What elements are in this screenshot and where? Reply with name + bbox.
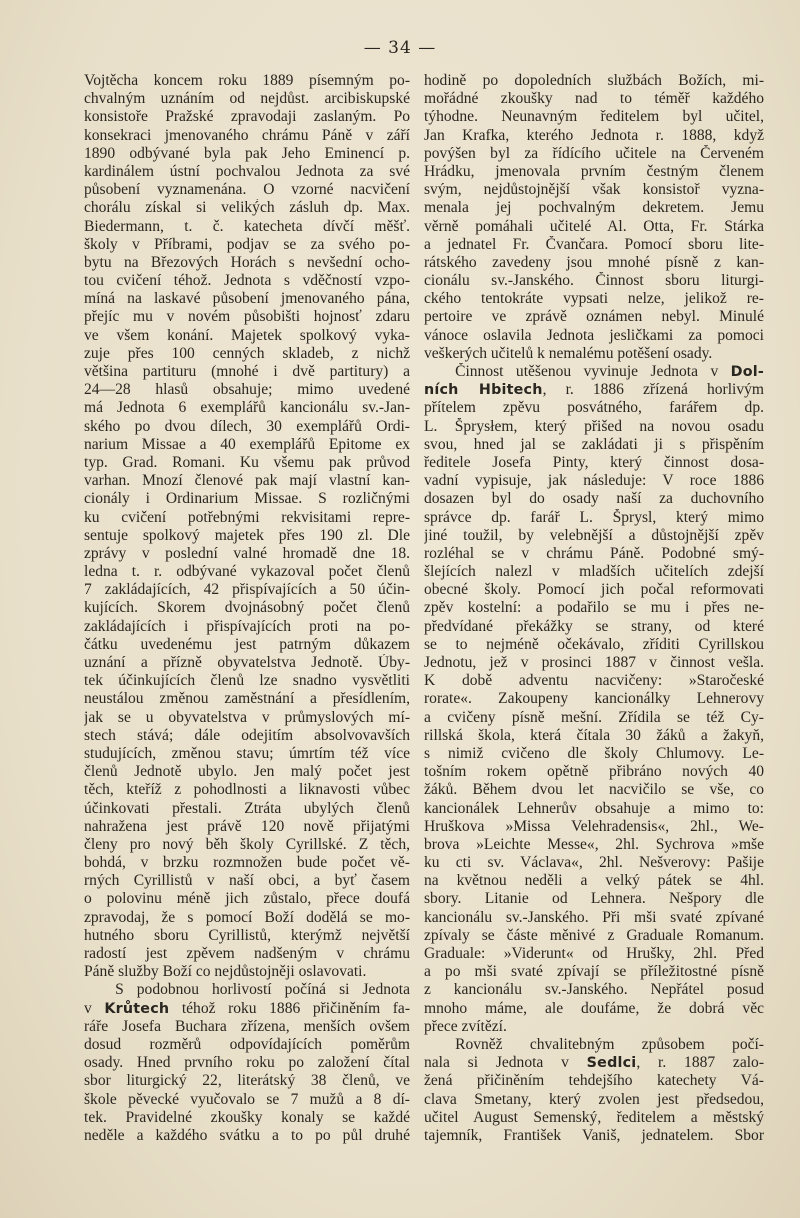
text-line: neustálou změnou zaměstnání a přesídlením, [84,690,410,708]
text-line: zuje přes 100 cenných skladeb, z nichž [84,344,410,362]
text-line: dosazen byl do osady naší za duchovního [424,490,764,508]
text-line: většina partituru (mnohé i dvě partitury) a [84,363,410,380]
text-line: zakládajících i přispívajících proti na po- [84,617,410,635]
text-line: S podobnou horlivostí počíná si Jednota [115,981,410,999]
text-line: 1890 odbývané byla pak Jeho Eminencí p. [84,144,410,162]
text-line: konsekraci jmenovaného chrámu Páně v září [84,126,410,144]
text-line: clava Smetany, který zvolen jest předsedou, [424,1090,764,1108]
text-line: kardinálem ústní pochvalou Jednota za své [84,162,410,180]
text-line: zpěv kostelní: a podařilo se mu i přes ne- [424,599,764,617]
text-line: ředitele Josefa Pinty, který činnost dosa- [424,453,764,471]
text-line: radostí jest zpěvem nadšeným v chrámu [84,945,410,962]
text-line: cionálu sv.-Janského. Činnost sboru liturgi- [424,272,764,290]
left-column [84,72,410,1145]
text-line: správce dp. farář L. Šprysl, který mimo [424,508,764,526]
text-line: pertoire ve zprávě oznámen nebyl. Minulé [424,308,764,326]
text-line: a jednatel Fr. Čvančara. Pomocí sboru lite- [424,235,764,253]
text-line: studujících, změnou stavu; úmrtím též více [84,744,410,762]
text-line: žená přičiněním tehdejšího katechety Vá- [424,1072,764,1090]
text-line: s nimiž cvičeno dle školy Chlumovy. Le- [424,744,764,762]
text-line: ku cti sv. Václava«, 2hl. Nešverovy: Pašije [424,854,764,872]
text-line: rozléhal se v chrámu Páně. Podobné smý- [424,544,764,562]
text-line: na květnou neděli a velký pátek se 4hl. [424,872,764,890]
text-line: šlejících nalezl v mladších učitelích zdejší [424,563,764,581]
text-line: uznání a přízně obyvatelstva Jednotě. Úby- [84,654,410,671]
text-line: Biedermann, t. č. katecheta dívčí měšť. [84,217,410,235]
text-line: rátského zavedeny jsou mnohé písně z kan- [424,253,764,271]
text-line: ku cvičení potřebnými rekvisitami repre- [84,508,410,526]
text-line: zpravodaj, že s pomocí Boží dodělá se mo- [84,908,410,926]
text-line: zpívaly se částe měnivé z Graduale Romanum. [424,926,764,944]
text-line: dosud rozměrů odpovídajících poměrům [84,1035,410,1053]
text-line: a cvičeny písně mešní. Zřídila se též Cy- [424,708,764,726]
text-line: kancionálu sv.-Janského. Při mši svaté zpívané [424,908,764,926]
text-line: týhodne. Neunavným ředitelem byl učitel, [424,108,764,126]
text-line: cionály i Ordinarium Missae. S rozličnými [84,490,410,508]
text-line: žáků. Během dvou let nacvičilo se vše, co [424,781,764,799]
text-line: menala jej pochvalným dekretem. Jemu [424,199,764,217]
text-line: Hrádku, jmenovala prvním čestným členem [424,162,764,180]
text-line: Hruškova »Missa Velehradensis«, 2hl., We- [424,817,764,835]
text-line: jak se u obyvatelstva v průmyslových mí- [84,708,410,726]
text-line: kancionálek Lehnerův obsahuje a mimo to: [424,799,764,817]
text-line: jiné toužil, by velebnější a důstojnější zpěv [424,526,764,544]
text-line: škole pěvecké vyučovalo se 7 mužů a 8 dí- [84,1090,410,1108]
text-line: přejíc mu v novém působišti hojnosť zdaru [84,308,410,326]
text-line: Činnost utěšenou vyvinuje Jednota v Dol- [455,363,764,380]
text-line: svou, hned jal se zakládati ji s přispěním [424,435,764,453]
text-line: nahražena jest právě 120 nově přijatými [84,817,410,835]
text-line: 7 zakládajících, 42 přispívajících a 50 účin- [84,581,410,599]
text-line: bytu na Březových Horách s nevšední ocho- [84,253,410,271]
text-line: brova »Leichte Messe«, 2hl. Sychrova »mše [424,835,764,853]
text-line: typ. Grad. Romani. Ku všemu pak průvod [84,453,410,471]
text-line: věrně pomáhali učitelé Al. Otta, Fr. Stárka [424,217,764,235]
text-line: těch, kteříž z pohodlnosti a liknavosti vůbec [84,781,410,799]
text-line: chvalným uznáním od nejdůst. arcibiskupské [84,90,410,108]
text-line: předvídané překážky se strany, od které [424,617,764,635]
text-line: nala si Jednota v Sedlci, r. 1887 zalo- [424,1054,764,1072]
text-line: Rovněž chvalitebným způsobem počí- [455,1035,764,1053]
text-line: bohdá, v brzku rozmnožen bude počet vě- [84,854,410,872]
text-line: sbor liturgický 22, literátský 38 členů, ve [84,1072,410,1090]
text-line: tek. Pravidelné zkoušky konaly se každé [84,1108,410,1126]
text-line: Graduale: »Viderunt« od Hrušky, 2hl. Před [424,945,764,962]
text-line: ského po dvou dílech, 30 exemplářů Ordi- [84,417,410,435]
text-line: má Jednota 6 exemplářů kancionálu sv.-Jan- [84,399,410,417]
text-line: rillská škola, která čítala 30 žáků a žakyň, [424,726,764,744]
text-line: chorálu získal si veliký́ch zásluh dp. Max. [84,199,410,217]
text-line: působení vyznamenána. O vzorné nacvičení [84,181,410,199]
text-line: míná na laskavé působení jmenovaného pána, [84,290,410,308]
text-line: ve všem konání. Majetek spolkový vyka- [84,326,410,344]
text-line: ledna t. r. odbývané vykazoval počet členů [84,563,410,581]
text-line: tou cvičení téhož. Jednota s vděčností vzpo- [84,272,410,290]
text-line: v Krůtech téhož roku 1886 přičiněním fa- [84,999,410,1017]
text-line: hodině po dopoledních službách Božích, mi- [424,72,764,89]
text-line: tek účinkujících členů lze snadno vysvětliti [84,672,410,690]
text-line: Páně služby Boží co nejdůstojněji oslavovati. [84,963,367,981]
text-line: účinkovati přestali. Ztráta ubylých členů [84,799,410,817]
text-line: stech stává; dále odejitím absolvovavších [84,726,410,744]
text-line: neděle a každého svátku a to po půl druhé [84,1126,410,1144]
text-line: L. Šprysłem, který přišed na novou osadu [424,417,764,435]
text-line: svým, nejdůstojnější však konsistoř vyzna- [424,181,764,199]
text-line: konsistoře Pražské zpravodaji zaslaným. Po [84,108,410,126]
text-line: sbory. Litanie od Lehnera. Nešpory dle [424,890,764,908]
text-line: hutného sboru Cyrillistů, kterýmž největší [84,926,410,944]
text-line: z kancionálu sv.-Janského. Nepřátel posud [424,981,764,999]
text-line: vadní vypisuje, jak následuje: V roce 1886 [424,472,764,490]
text-line: o polovinu méně jich zůstalo, přece doufá [84,890,410,908]
text-line: varhan. Mnozí členové pak mají vlastní kan- [84,472,410,490]
place-name: ních Hbitech [424,382,543,399]
text-line: členy pro nový běh školy Cyrillské. Z těch, [84,835,410,853]
text-line: Vojtěcha koncem roku 1889 písemným po- [84,72,410,89]
text-line: ráře Josefa Buchara zřízena, menších ovšem [84,1017,410,1035]
text-line: zprávy v poslední valné hromadě dne 18. [84,544,410,562]
text-line: mnoho máme, ale doufáme, že dobrá věc [424,999,764,1017]
text-line: K době adventu nacvičeny: »Staročeské [424,672,764,690]
text-line: členů Jednotě ubylo. Jen malý počet jest [84,763,410,781]
text-line: Jednotu, jež v prosinci 1887 v činnost vešla. [424,654,764,671]
text-line: Jan Krafka, kterého Jednota r. 1888, když [424,126,764,144]
text-line: přece zvítězí. [424,1017,507,1035]
text-line: osady. Hned prvního roku po založení čítal [84,1054,410,1072]
page-number: — 34 — [363,38,437,58]
text-line: kujících. Skorem dvojnásobný počet členů [84,599,410,617]
text-line: rorate«. Zakoupeny kancionálky Lehnerovy [424,690,764,708]
text-line: tošním rokem opětně přibráno nových 40 [424,763,764,781]
place-name: Krůtech [104,1000,170,1017]
text-line: mořádné zkoušky nad to téměř každého [424,90,764,108]
text-line: rných Cyrillistů v naší obci, a byť časem [84,872,410,890]
text-line: sentuje spolkový majetek přes 190 zl. Dle [84,526,410,544]
text-line: veškerých učitelů k nemalému potěšení osady. [424,344,713,362]
text-line: povýšen byl za řídícího učitele na Červeném [424,144,764,162]
text-line: obecné školy. Pomocí jich počal reformovati [424,581,764,599]
text-line: a po mši svaté zpívají se příležitostné písně [424,963,764,981]
text-line: narium Missae a 40 exemplářů Epitome ex [84,435,410,453]
text-line: ních Hbitech, r. 1886 zřízená horlivým [424,381,764,399]
text-line: vánoce oslavila Jednota jesličkami za pomoci [424,326,764,344]
text-line: tajemník, František Vaniš, jednatelem. Sbor [424,1126,764,1144]
text-line: 24—28 hlasů obsahuje; mimo uvedené [84,381,410,399]
text-line: se to nejméně očekávalo, zříditi Cyrillskou [424,635,764,653]
text-line: ckého tentokráte vypsati nelze, jelikož re- [424,290,764,308]
text-line: učitel August Semenský, ředitelem a městský [424,1108,764,1126]
right-column [424,72,764,1145]
text-line: čátku uvedenému jest patrným důkazem [84,635,410,653]
text-line: přítelem zpěvu posvátného, farářem dp. [424,399,764,417]
place-name: Sedlci [586,1055,637,1072]
text-line: školy v Příbrami, podjav se za svého po- [84,235,410,253]
place-name: Dol- [730,364,764,380]
